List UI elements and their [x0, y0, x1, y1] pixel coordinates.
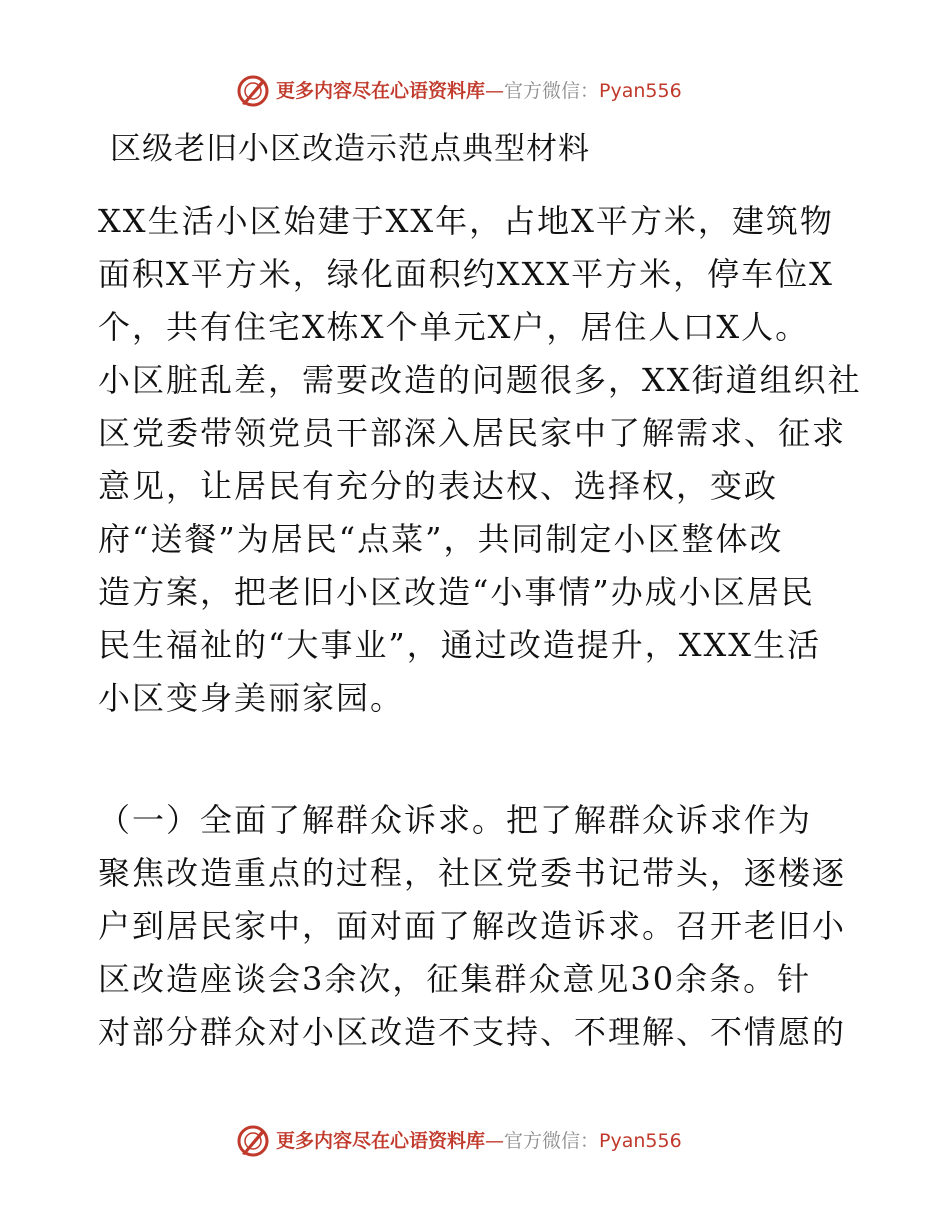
- paragraph-section-one: [98, 794, 858, 1059]
- footer-watermark: [236, 1123, 682, 1159]
- watermark-main-text: 更多内容尽在心语资料库: [276, 1130, 486, 1152]
- text-line: 区改造座谈会3余次，征集群众意见30余条。针: [98, 960, 812, 998]
- watermark-main-text: 更多内容尽在心语资料库: [276, 80, 486, 102]
- text-line: 民生福祉的“大事业”，通过改造提升，XXX生活: [98, 626, 822, 664]
- text-line: 小区变身美丽家园。: [98, 679, 405, 717]
- text-line: 对部分群众对小区改造不支持、不理解、不情愿的: [98, 1013, 847, 1051]
- text-line: 小区脏乱差，需要改造的问题很多，XX街道组织社: [98, 361, 862, 399]
- text-line: 面积X平方米，绿化面积约XXX平方米，停车位X: [98, 255, 834, 293]
- watermark-id: Pyan556: [599, 80, 682, 102]
- text-line: XX生活小区始建于XX年，占地X平方米，建筑物: [98, 202, 834, 240]
- text-line: 个，共有住宅X栋X个单元X户，居住人口X人。: [98, 308, 810, 346]
- watermark-label: 官方微信：: [504, 1130, 600, 1152]
- quill-logo-icon: [236, 1124, 270, 1158]
- text-line: 造方案，把老旧小区改造“小事情”办成小区居民: [98, 573, 815, 611]
- watermark-id: Pyan556: [599, 1130, 682, 1152]
- watermark-dash: —: [485, 80, 505, 102]
- header-watermark: [236, 73, 682, 109]
- text-line: 区党委带领党员干部深入居民家中了解需求、征求: [98, 414, 847, 452]
- paragraph-intro: [98, 195, 862, 725]
- text-line: 聚焦改造重点的过程，社区党委书记带头，逐楼逐: [98, 854, 847, 892]
- document-title: 区级老旧小区改造示范点典型材料: [110, 131, 590, 167]
- quill-logo-icon: [236, 74, 270, 108]
- watermark-label: 官方微信：: [504, 80, 600, 102]
- text-line: 户到居民家中，面对面了解改造诉求。召开老旧小: [98, 907, 847, 945]
- watermark-dash: —: [485, 1130, 505, 1152]
- text-line: （一）全面了解群众诉求。把了解群众诉求作为: [98, 801, 813, 839]
- text-line: 意见，让居民有充分的表达权、选择权，变政: [98, 467, 779, 505]
- text-line: 府“送餐”为居民“点菜”，共同制定小区整体改: [98, 520, 784, 558]
